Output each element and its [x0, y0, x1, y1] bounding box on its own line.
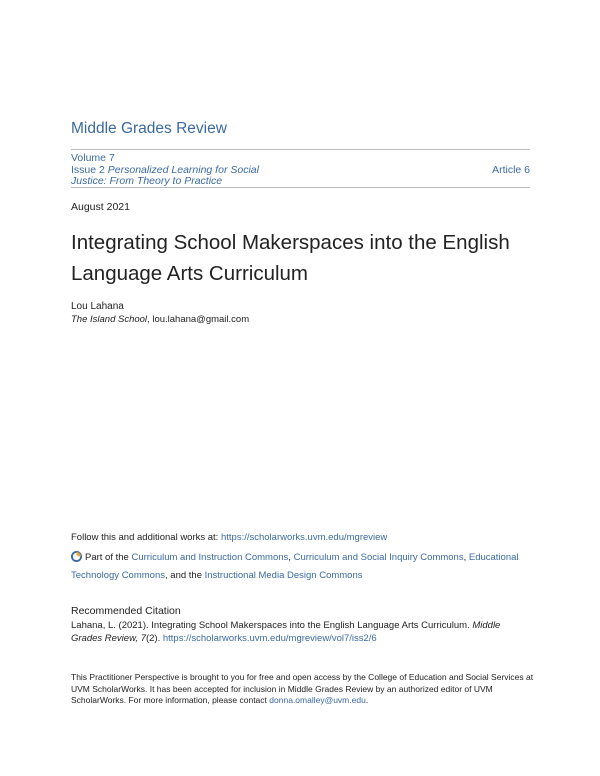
commons-link-curriculum-social-inquiry[interactable]: Curriculum and Social Inquiry Commons: [293, 552, 464, 563]
follow-text: Follow this and additional works at:: [71, 532, 219, 543]
top-divider: [71, 149, 530, 150]
issue-title: Personalized Learning for Social Justice: From Theory to Practice: [71, 163, 259, 187]
footer-notice: [71, 672, 536, 707]
citation-journal: Middle Grades Review, 7: [71, 620, 501, 644]
open-access-icon: [71, 551, 82, 562]
issue-link[interactable]: [71, 165, 276, 188]
author-name: Lou Lahana: [71, 301, 124, 312]
author-institution: The Island School: [71, 314, 148, 325]
citation-url-link[interactable]: https://scholarworks.uvm.edu/mgreview/vol7/iss2/6: [162, 632, 377, 644]
part-of-and: and the: [170, 570, 202, 581]
article-link[interactable]: Article 6: [492, 164, 530, 176]
follow-line: [71, 532, 387, 543]
citation-issue: (2).: [145, 632, 161, 644]
part-of-prefix: Part of the: [85, 552, 129, 563]
commons-link-educational-technology[interactable]: Educational Technology Commons: [71, 552, 519, 581]
publication-date: August 2021: [71, 201, 130, 213]
commons-link-instructional-media-design[interactable]: Instructional Media Design Commons: [204, 570, 363, 581]
commons-link-curriculum-instruction[interactable]: Curriculum and Instruction Commons: [131, 552, 289, 563]
author-affiliation: The Island School, lou.lahana@gmail.com: [71, 314, 250, 325]
citation-text: [71, 620, 531, 645]
volume-link[interactable]: Volume 7: [71, 152, 115, 164]
author-email: lou.lahana@gmail.com: [152, 314, 250, 325]
volume-issue-block: [71, 153, 276, 188]
footer-text: This Practitioner Perspective is brought to you for free and open access by the College of Education and Social Services at UVM ScholarWorks. It has been accepted for inclusion in Middle Grades Review by an authorized editor of UVM ScholarWorks. For more information, please contact: [71, 672, 534, 705]
part-of-block: Part of the Curriculum and Instruction Commons, Curriculum and Social Inquiry Commons, Educational Technology Commons, and the Instructional Media Design Commons: [71, 552, 519, 581]
contact-email-link[interactable]: donna.omalley@uvm.edu: [269, 695, 366, 705]
article-title: Integrating School Makerspaces into the English Language Arts Curriculum: [71, 231, 510, 285]
journal-title-link[interactable]: Middle Grades Review: [71, 120, 227, 137]
bottom-divider: [71, 187, 530, 188]
footer-end: .: [365, 695, 369, 705]
citation-heading: Recommended Citation: [71, 605, 181, 617]
follow-url-link[interactable]: https://scholarworks.uvm.edu/mgreview: [220, 532, 388, 543]
issue-label: Issue 2: [71, 163, 105, 176]
citation-main: Lahana, L. (2021). Integrating School Makerspaces into the English Language Arts Curriculum.: [71, 620, 470, 631]
